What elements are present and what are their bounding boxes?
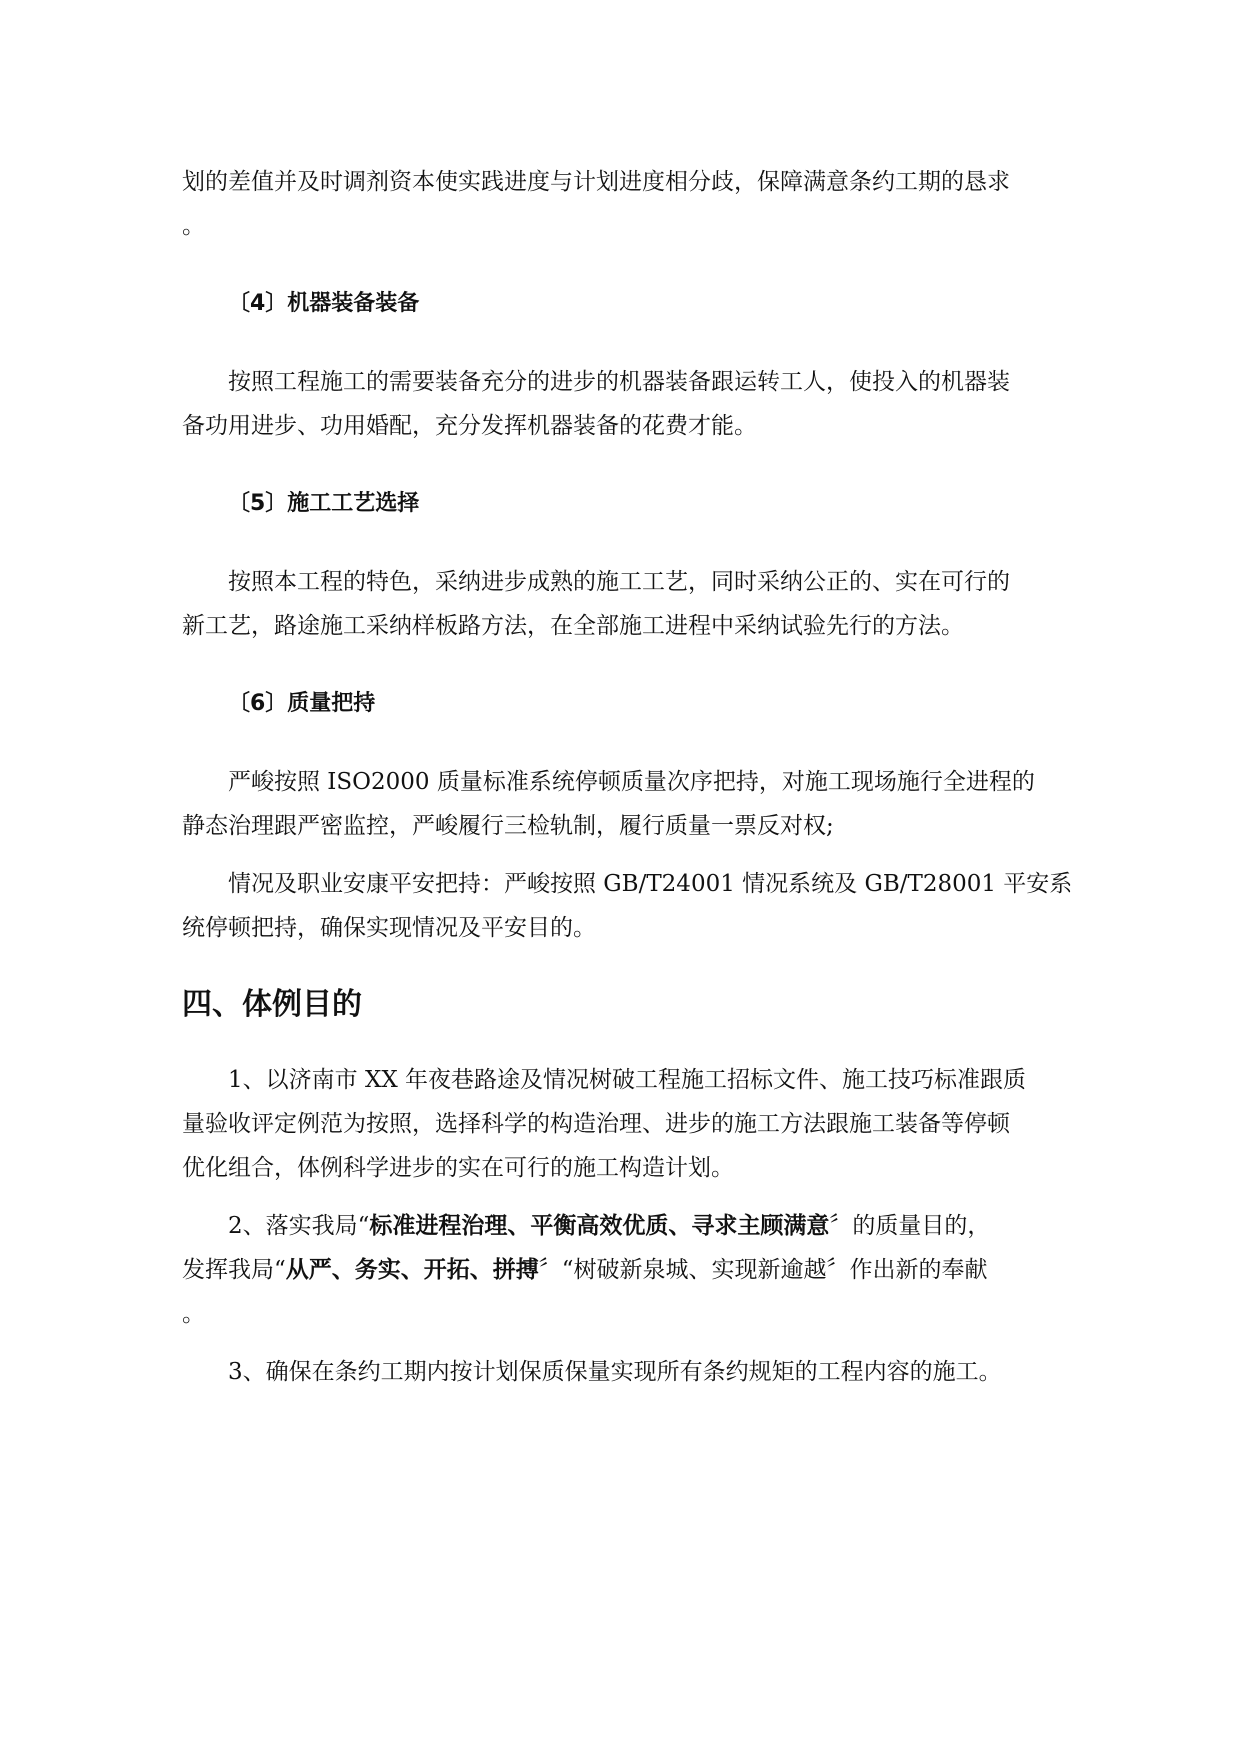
section-heading-objectives: 四、体例目的 (182, 987, 362, 1022)
subheading-machinery: 〔4〕机器装备装备 (228, 291, 420, 316)
document-body (182, 160, 1082, 1394)
paragraph-process-line-1: 按照本工程的特色，采纳进步成熟的施工工艺，同时采纳公正的、实在可行的 (228, 569, 1010, 595)
paragraph-safety-line-2: 统停顿把持，确保实现情况及平安目的。 (182, 915, 596, 941)
item-2-line-2 (182, 1248, 1082, 1292)
item-2-line-2-prefix: 发挥我局“ (182, 1257, 286, 1283)
item-2-line-1-suffix: 〞的质量目的， (829, 1213, 991, 1239)
item-3-line-1: 3、确保在条约工期内按计划保质保量实现所有条约规矩的工程内容的施工。 (228, 1359, 1002, 1385)
subheading-construction-process: 〔5〕施工工艺选择 (228, 491, 420, 516)
item-2-line-3: 。 (182, 1301, 205, 1327)
paragraph-continued-line-2: 。 (182, 213, 205, 239)
paragraph-continued-line-1: 划的差值并及时调剂资本使实践进度与计划进度相分歧，保障满意条约工期的恳求 (182, 169, 1010, 195)
item-1-line-1: 1、以济南市 XX 年夜巷路途及情况树破工程施工招标文件、施工技巧标准跟质 (228, 1067, 1027, 1093)
item-2-line-1-prefix: 2、落实我局“ (228, 1213, 370, 1239)
subheading-quality-control: 〔6〕质量把持 (228, 691, 376, 716)
paragraph-quality-line-1: 严峻按照 ISO2000 质量标准系统停顿质量次序把持，对施工现场施行全进程的 (228, 769, 1035, 795)
paragraph-machinery-line-2: 备功用进步、功用婚配，充分发挥机器装备的花费才能。 (182, 413, 757, 439)
item-2-line-1-emphasis: 标准进程治理、平衡高效优质、寻求主顾满意 (369, 1213, 830, 1239)
item-2-line-2-suffix: 〞“树破新泉城、实现新逾越〞作出新的奉献 (538, 1257, 988, 1283)
item-2-line-1 (182, 1204, 1082, 1248)
paragraph-safety-line-1: 情况及职业安康平安把持：严峻按照 GB/T24001 情况系统及 GB/T28001 平安系 (228, 871, 1073, 897)
paragraph-quality-line-2: 静态治理跟严密监控，严峻履行三检轨制，履行质量一票反对权; (182, 813, 834, 839)
paragraph-process-line-2: 新工艺，路途施工采纳样板路方法，在全部施工进程中采纳试验先行的方法。 (182, 613, 964, 639)
paragraph-machinery-line-1: 按照工程施工的需要装备充分的进步的机器装备跟运转工人，使投入的机器装 (228, 369, 1010, 395)
item-2-line-2-emphasis: 从严、务实、开拓、拼搏 (285, 1257, 539, 1283)
item-1-line-2: 量验收评定例范为按照，选择科学的构造治理、进步的施工方法跟施工装备等停顿 (182, 1111, 1010, 1137)
item-1-line-3: 优化组合，体例科学进步的实在可行的施工构造计划。 (182, 1155, 734, 1181)
